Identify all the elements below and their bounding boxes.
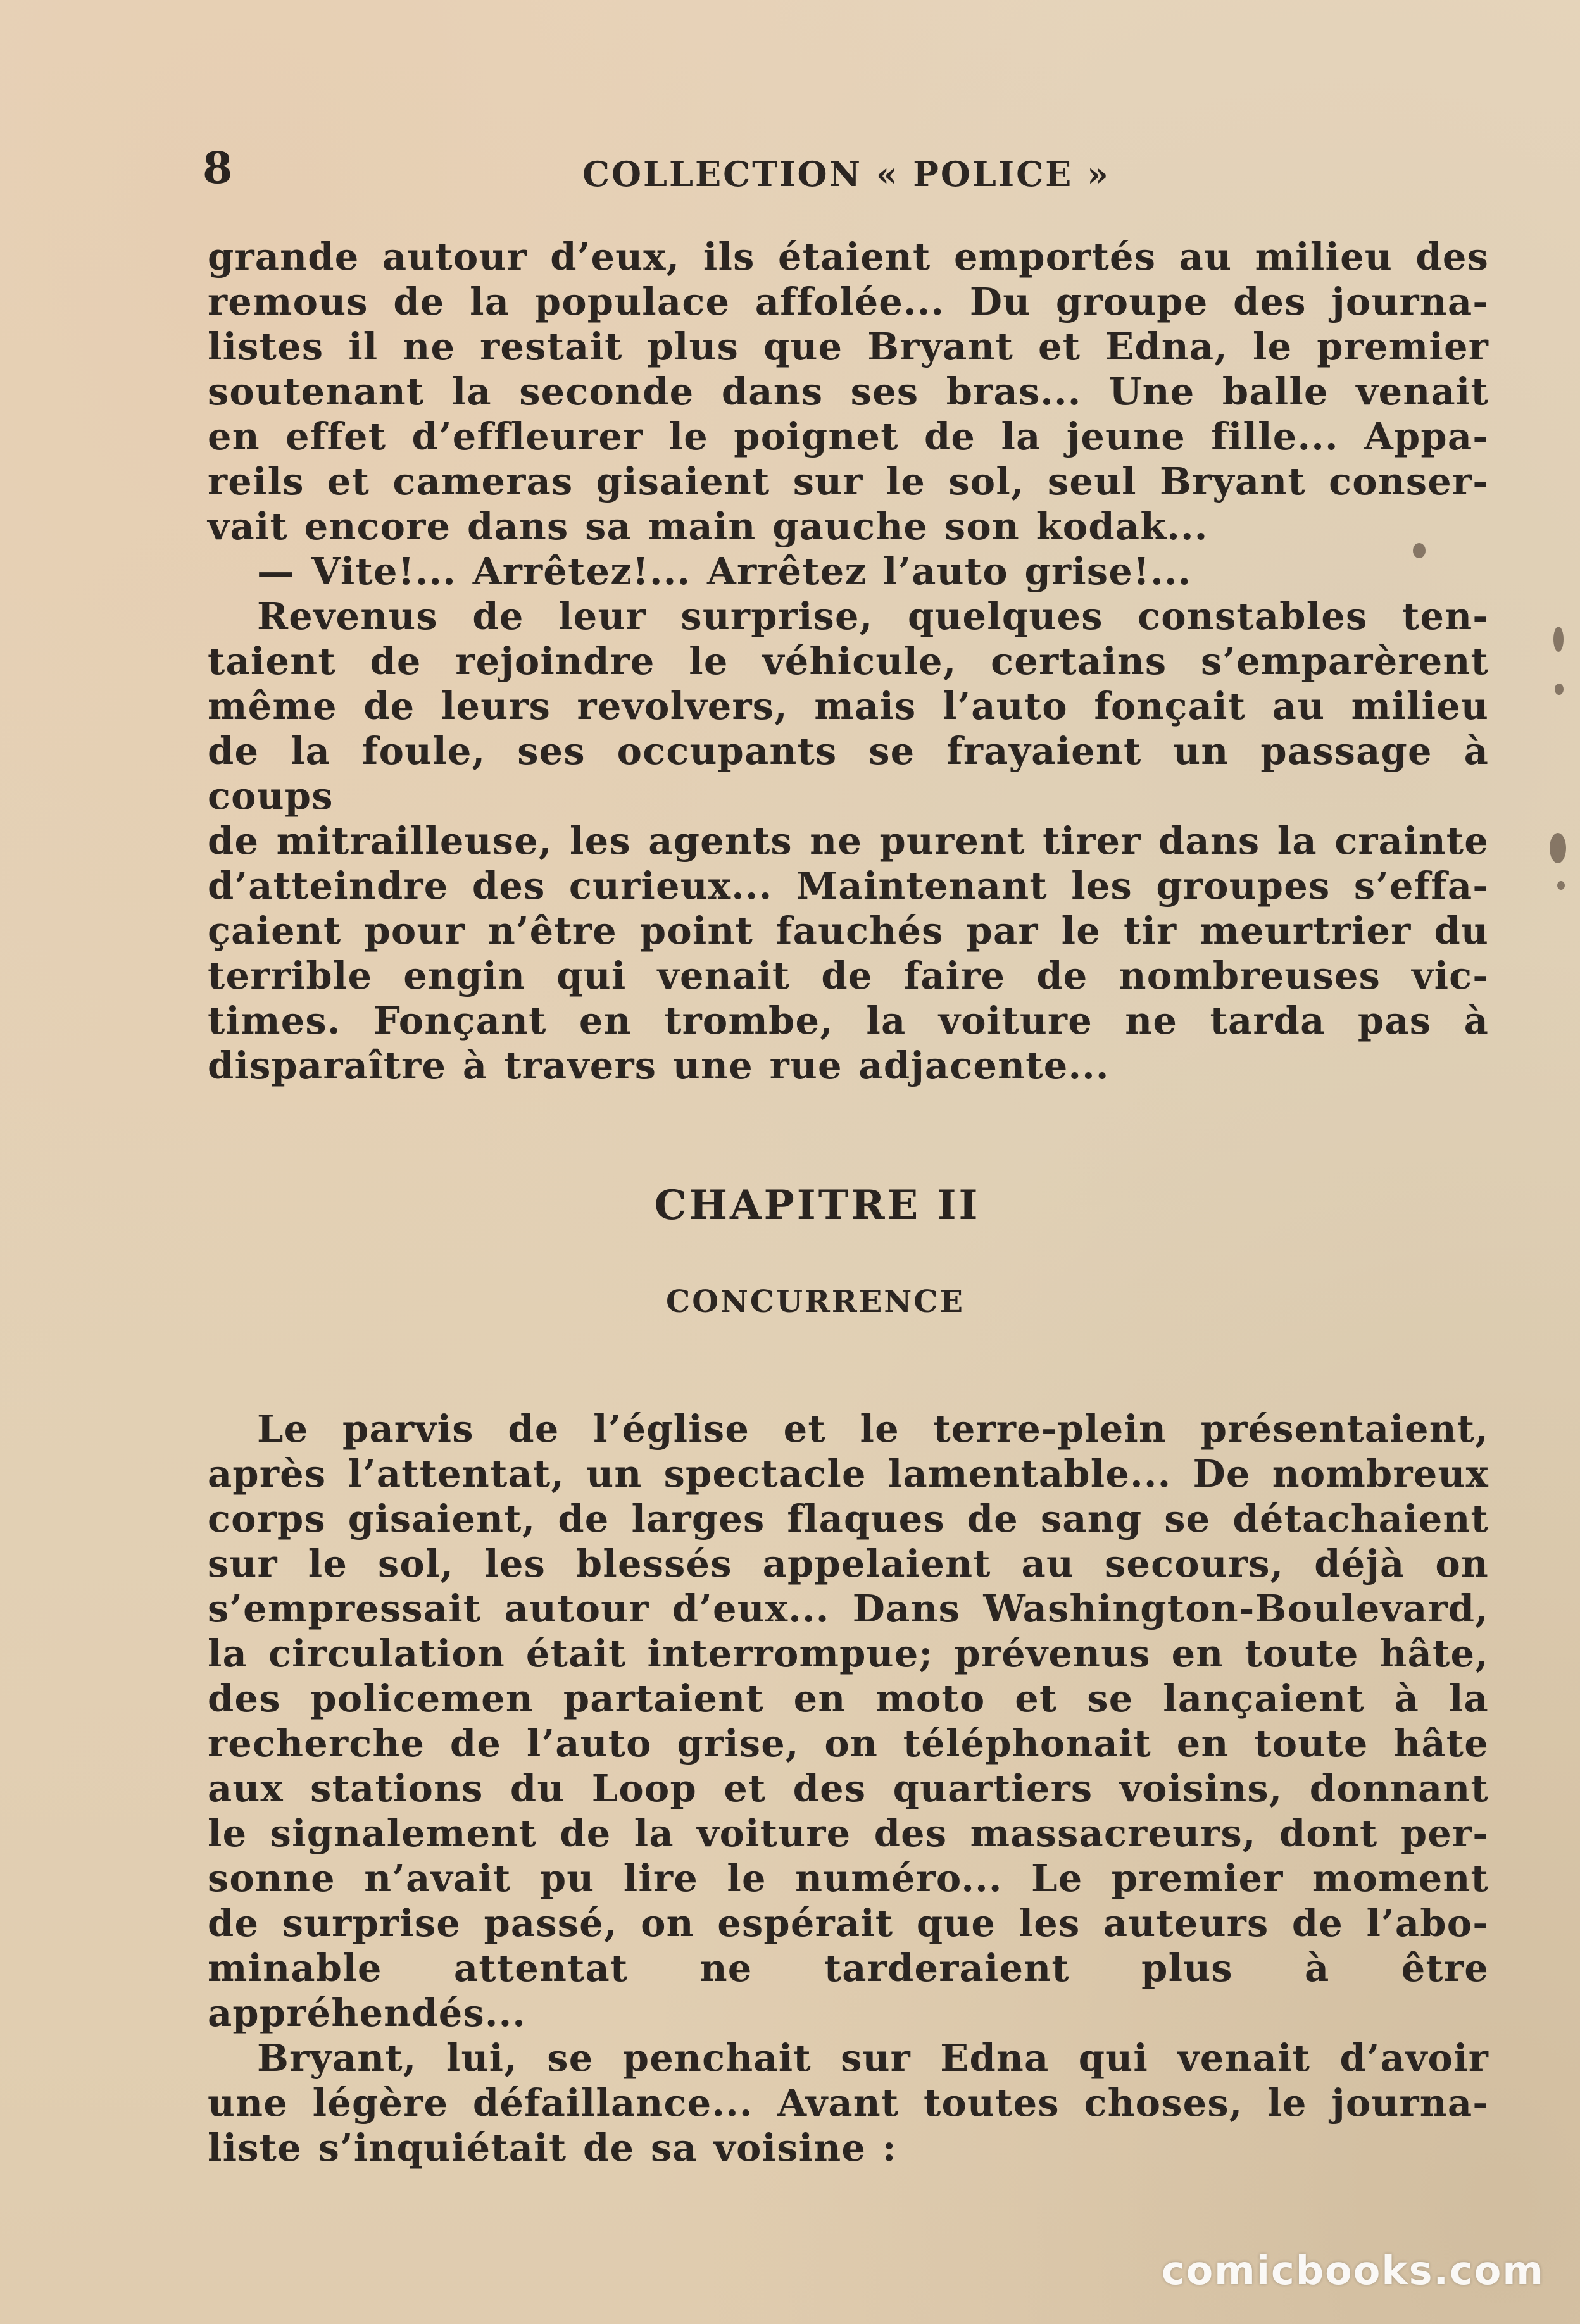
dialogue-line: — Vite!... Arrêtez!... Arrêtez l’auto grise!...: [257, 549, 1192, 593]
text-line: Revenus de leur surprise, quelques constables ten-: [257, 594, 1489, 638]
text-line: après l’attentat, un spectacle lamentable... De nombreux: [208, 1452, 1489, 1496]
text-line: Bryant, lui, se penchait sur Edna qui venait d’avoir: [257, 2036, 1489, 2080]
running-head: COLLECTION « POLICE »: [582, 154, 1110, 194]
text-line: même de leurs revolvers, mais l’auto fonçait au milieu: [208, 684, 1489, 728]
text-line: vait encore dans sa main gauche son kodak...: [208, 504, 1208, 548]
text-line: Le parvis de l’église et le terre-plein présentaient,: [257, 1407, 1489, 1451]
text-line: recherche de l’auto grise, on téléphonait en toute hâte: [208, 1721, 1489, 1765]
text-line: minable attentat ne tarderaient plus à être appréhendés...: [208, 1946, 1489, 2035]
paper-spot: [1557, 881, 1565, 890]
text-line: sur le sol, les blessés appelaient au secours, déjà on: [208, 1542, 1489, 1585]
text-line: remous de la populace affolée... Du groupe des journa-: [208, 280, 1489, 323]
text-line: soutenant la seconde dans ses bras... Une balle venait: [208, 370, 1489, 413]
text-line: taient de rejoindre le véhicule, certains s’emparèrent: [208, 639, 1489, 683]
text-line: sonne n’avait pu lire le numéro... Le premier moment: [208, 1856, 1489, 1900]
paper-spot: [1550, 833, 1566, 863]
body-text-section-2: [208, 1406, 1489, 2170]
text-line: la circulation était interrompue; prévenus en toute hâte,: [208, 1632, 1489, 1675]
text-line: d’atteindre des curieux... Maintenant les groupes s’effa-: [208, 864, 1489, 908]
paper-spot: [1553, 627, 1564, 652]
body-text-section-1: [208, 234, 1489, 1088]
text-line: en effet d’effleurer le poignet de la jeune fille... Appa-: [208, 415, 1489, 458]
paper-spot: [1555, 684, 1564, 695]
watermark: comicbooks.com: [1161, 2247, 1545, 2294]
text-line: le signalement de la voiture des massacreurs, dont per-: [208, 1811, 1489, 1855]
text-line: disparaître à travers une rue adjacente...: [208, 1044, 1110, 1087]
page-number: 8: [203, 143, 233, 194]
text-line: liste s’inquiétait de sa voisine :: [208, 2126, 897, 2170]
text-line: times. Fonçant en trombe, la voiture ne tarda pas à: [208, 999, 1489, 1042]
text-line: s’empressait autour d’eux... Dans Washington-Boulevard,: [208, 1587, 1489, 1630]
text-line: de surprise passé, on espérait que les auteurs de l’abo-: [208, 1901, 1489, 1945]
paper-spot: [1413, 543, 1426, 558]
text-line: corps gisaient, de larges flaques de sang se détachaient: [208, 1497, 1489, 1540]
text-line: aux stations du Loop et des quartiers voisins, donnant: [208, 1766, 1489, 1810]
text-line: des policemen partaient en moto et se lançaient à la: [208, 1677, 1489, 1720]
text-line: de la foule, ses occupants se frayaient un passage à coups: [208, 729, 1489, 818]
chapter-subtitle: CONCURRENCE: [666, 1284, 965, 1320]
text-line: grande autour d’eux, ils étaient emportés au milieu des: [208, 235, 1489, 278]
chapter-title: CHAPITRE II: [654, 1182, 981, 1229]
text-line: une légère défaillance... Avant toutes choses, le journa-: [208, 2081, 1489, 2125]
text-line: de mitrailleuse, les agents ne purent tirer dans la crainte: [208, 819, 1489, 863]
text-line: listes il ne restait plus que Bryant et Edna, le premier: [208, 325, 1489, 368]
text-line: terrible engin qui venait de faire de nombreuses vic-: [208, 954, 1489, 997]
text-line: çaient pour n’être point fauchés par le tir meurtrier du: [208, 909, 1489, 953]
text-line: reils et cameras gisaient sur le sol, seul Bryant conser-: [208, 459, 1489, 503]
